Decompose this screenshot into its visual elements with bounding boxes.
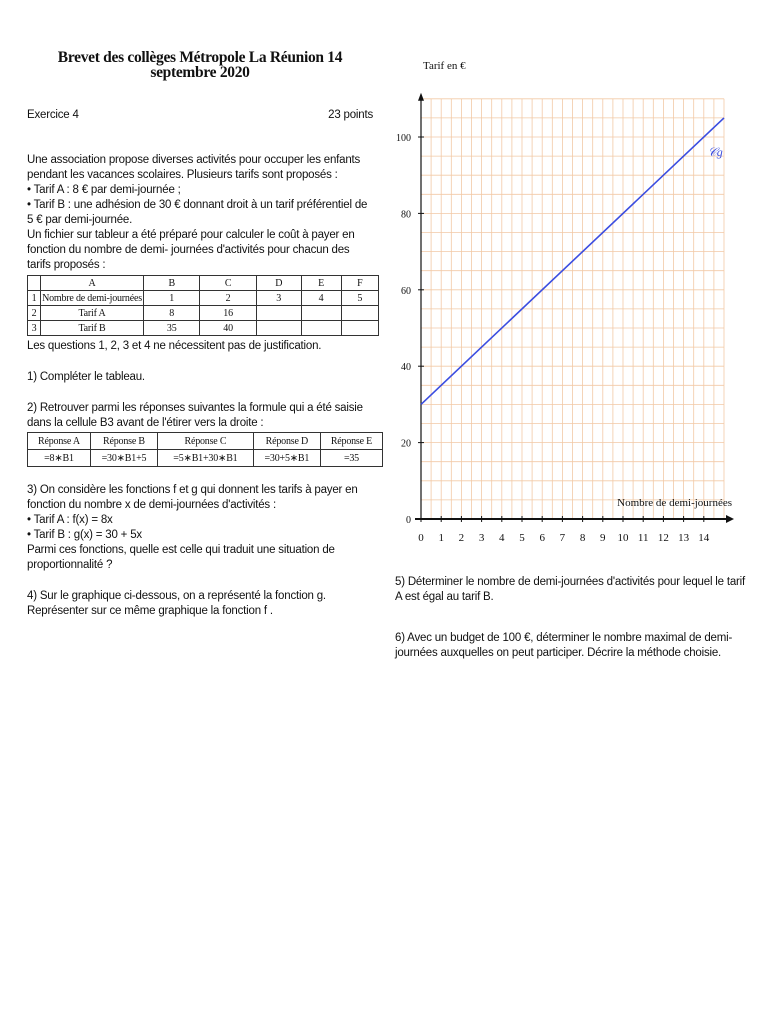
x-tick-label: 6 xyxy=(539,532,545,544)
table-cell: Réponse A xyxy=(28,433,91,450)
series-label-g: 𝒞g xyxy=(708,144,723,159)
answers-table xyxy=(27,432,383,467)
x-tick-label: 8 xyxy=(579,532,586,544)
x-axis-arrow xyxy=(726,515,734,523)
question-4: 4) Sur le graphique ci-dessous, on a représenté la fonction g. Représenter sur ce même graphique la fonction f . xyxy=(27,590,326,617)
y-axis-label: Tarif en € xyxy=(423,60,466,72)
exercise-header xyxy=(27,108,373,123)
question-3-tarif-a: • Tarif A : f(x) = 8x xyxy=(27,514,113,526)
x-tick-label: 4 xyxy=(499,532,505,544)
table-cell: 5 xyxy=(341,291,378,306)
x-axis-label: Nombre de demi-journées xyxy=(617,497,732,509)
table-cell xyxy=(341,321,378,336)
x-tick-label: 7 xyxy=(559,532,566,544)
page-title: Brevet des collèges Métropole La Réunion 14 septembre 2020 xyxy=(57,49,343,81)
x-tick-label: 13 xyxy=(678,532,690,544)
right-questions xyxy=(395,575,750,661)
table-cell: E xyxy=(301,276,341,291)
table-row xyxy=(28,450,383,467)
table-row xyxy=(28,276,379,291)
table-cell: 1 xyxy=(144,291,200,306)
intro-paragraph: Une association propose diverses activités pour occuper les enfants pendant les vacances scolaires. Plusieurs tarifs sont proposés : xyxy=(27,154,361,181)
table-cell xyxy=(28,276,41,291)
table-cell: 2 xyxy=(28,306,41,321)
table-cell: =5∗B1+30∗B1 xyxy=(158,450,254,467)
table-cell: 2 xyxy=(200,291,256,306)
x-tick-label: 11 xyxy=(637,532,649,544)
y-tick-label: 100 xyxy=(396,133,411,144)
exercise-text xyxy=(27,50,373,619)
y-tick-label: 0 xyxy=(406,515,411,526)
table-cell xyxy=(301,306,341,321)
table-cell: Tarif A xyxy=(41,306,144,321)
y-axis-arrow xyxy=(418,93,424,101)
table-cell: =30∗B1+5 xyxy=(90,450,157,467)
table-row xyxy=(28,321,379,336)
table-cell: Réponse C xyxy=(158,433,254,450)
table-cell: D xyxy=(256,276,301,291)
table-cell: Réponse B xyxy=(90,433,157,450)
y-tick-label: 20 xyxy=(401,438,411,450)
justification-note: Les questions 1, 2, 3 et 4 ne nécessitent pas de justification. xyxy=(27,340,322,352)
question-3-tarif-b: • Tarif B : g(x) = 30 + 5x xyxy=(27,529,142,541)
table-cell: B xyxy=(144,276,200,291)
y-tick-label: 80 xyxy=(401,209,411,221)
table-cell: =8∗B1 xyxy=(28,450,91,467)
spreadsheet-table xyxy=(27,275,379,336)
table-cell: Nombre de demi-journées xyxy=(42,292,142,304)
x-tick-label: 1 xyxy=(438,532,444,544)
table-cell xyxy=(341,306,378,321)
table-cell: A xyxy=(41,276,144,291)
table-cell: C xyxy=(200,276,256,291)
table-cell: 1 xyxy=(28,291,41,306)
table-cell: Tarif B xyxy=(41,321,144,336)
table-row xyxy=(28,291,379,306)
table-row xyxy=(28,433,383,450)
x-tick-label: 12 xyxy=(657,532,669,544)
table-cell: Réponse E xyxy=(320,433,382,450)
table-cell: =30+5∗B1 xyxy=(253,450,320,467)
exercise-label: Exercice 4 xyxy=(27,109,79,121)
table-cell: 3 xyxy=(256,291,301,306)
table-cell: 4 xyxy=(301,291,341,306)
x-tick-label: 10 xyxy=(617,532,629,544)
table-cell xyxy=(301,321,341,336)
x-tick-label: 0 xyxy=(418,532,424,544)
table-cell: 8 xyxy=(144,306,200,321)
intro-tarif-a: • Tarif A : 8 € par demi-journée ; xyxy=(27,184,181,196)
question-6: 6) Avec un budget de 100 €, déterminer le nombre maximal de demi-journées auxquelles on peut participer. Décrire la méthode choisie. xyxy=(395,632,733,659)
table-cell: F xyxy=(341,276,378,291)
table-cell: =35 xyxy=(320,450,382,467)
x-tick-label: 5 xyxy=(519,532,525,544)
intro-spreadsheet: Un fichier sur tableur a été préparé pour calculer le coût à payer en fonction du nombre de demi- journées d'activités pour chacun des tarifs proposés : xyxy=(27,229,355,271)
question-5: 5) Déterminer le nombre de demi-journées d'activités pour lequel le tarif A est égal au tarif B. xyxy=(395,576,746,603)
exercise-points: 23 points xyxy=(328,109,373,121)
question-3-question: Parmi ces fonctions, quelle est celle qui traduit une situation de proportionnalité ? xyxy=(27,544,335,571)
x-tick-label: 14 xyxy=(698,532,710,544)
table-cell xyxy=(256,321,301,336)
table-cell: Réponse D xyxy=(253,433,320,450)
x-tick-label: 9 xyxy=(600,532,606,544)
question-3: 3) On considère les fonctions f et g qui donnent les tarifs à payer en fonction du nombre x de demi-journées d'activités : xyxy=(27,484,358,511)
question-1: 1) Compléter le tableau. xyxy=(27,371,145,383)
x-tick-label: 3 xyxy=(478,532,485,544)
tariff-chart xyxy=(390,50,750,550)
table-row xyxy=(28,306,379,321)
question-2: 2) Retrouver parmi les réponses suivantes la formule qui a été saisie dans la cellule B3 avant de l'étirer vers la droite : xyxy=(27,402,363,429)
y-tick-label: 40 xyxy=(401,362,411,374)
intro-tarif-b: • Tarif B : une adhésion de 30 € donnant droit à un tarif préférentiel de 5 € par demi-journée. xyxy=(27,199,368,226)
table-cell: 16 xyxy=(200,306,256,321)
table-cell: 35 xyxy=(144,321,200,336)
y-tick-label: 60 xyxy=(401,285,411,297)
table-cell xyxy=(256,306,301,321)
table-cell: 3 xyxy=(28,321,41,336)
x-tick-label: 2 xyxy=(458,532,465,544)
table-cell: 40 xyxy=(200,321,256,336)
chart-axes xyxy=(415,93,734,523)
